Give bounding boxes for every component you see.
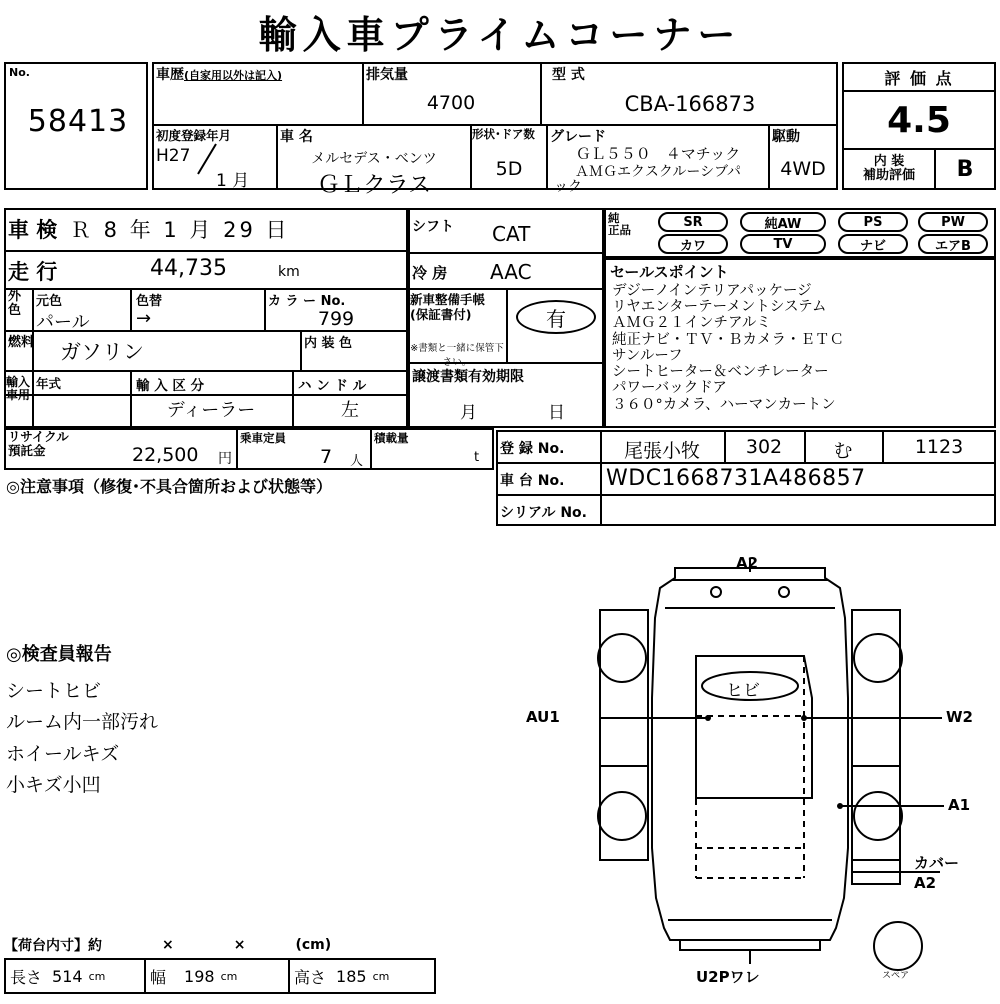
model-label: 型 式	[552, 67, 585, 83]
first-registration-label: 初度登録年月	[156, 128, 232, 143]
interior-eval-grade: B	[956, 156, 974, 182]
rg-h2	[496, 494, 996, 496]
sales-point-item: デジーノインテリアパッケージ	[612, 283, 812, 299]
l-v0	[32, 288, 34, 428]
diagram-label-top: A2	[736, 554, 759, 572]
registration-kana: む	[833, 440, 853, 462]
first-reg-slash	[196, 142, 218, 176]
original-color-label: 元色	[36, 294, 63, 309]
equip-pill-kawa: カワ	[658, 234, 728, 254]
evaluation-header: 評 価 点	[844, 64, 994, 92]
registration-number: 1123	[914, 436, 964, 458]
bed-size-header: 【荷台内寸】約 × × (cm)	[4, 937, 332, 954]
sales-point-item: パワーバックドア	[612, 380, 727, 397]
diagram-svg	[500, 548, 1000, 1000]
inspection-value: Ｒ 8 年 1 月 29 日	[70, 218, 290, 242]
genuine-parts-label: 純 正品	[608, 211, 631, 238]
color-no-value: 799	[317, 308, 355, 330]
sales-point-item: 純正ナビ・ＴＶ・Ｂカメラ・ＥＴＣ	[612, 331, 844, 348]
inspection-label: 車 検	[8, 218, 58, 242]
evaluation-box	[842, 62, 996, 190]
diagram-label-center: ヒビ	[726, 681, 760, 701]
r-v2	[370, 428, 372, 470]
bed-size-row	[4, 958, 436, 994]
equipment-box	[604, 208, 996, 258]
warranty-value-circle: 有	[516, 300, 596, 334]
color-no-label: カ ラ ー No.	[268, 294, 346, 309]
sales-point-item: リヤエンターテーメントシステム	[612, 299, 827, 316]
registration-class: 302	[745, 436, 783, 458]
equip-pill-tv: TV	[740, 234, 826, 254]
recolor-value: →	[136, 308, 152, 329]
shift-label: シフト	[412, 219, 454, 235]
r-v1	[236, 428, 238, 470]
diagram-label-cover: カバー	[914, 854, 960, 872]
mileage-value: 44,735	[150, 256, 227, 281]
c-h1	[408, 252, 604, 254]
inspector-report-item: 小キズ小凹	[6, 774, 101, 797]
bed-height-cell: 高さ 185 cm	[294, 966, 390, 987]
car-name-label: 車 名	[280, 129, 313, 145]
model-year-label: 年式	[36, 376, 62, 391]
equip-pill-airbag: エアB	[918, 234, 988, 254]
first-registration-year: H27	[156, 146, 191, 166]
grade-label: グレード	[550, 129, 606, 145]
inspector-report-item: シートヒビ	[6, 680, 102, 702]
sales-point-box	[604, 258, 996, 428]
drive-value: 4WD	[780, 158, 826, 180]
import-section-value: ディーラー	[166, 400, 256, 421]
sales-point-item: ＡＭＧ２１インチアルミ	[612, 315, 771, 332]
interior-color-label: 内 装 色	[304, 336, 353, 351]
rg-h1	[496, 462, 996, 464]
evaluation-score: 4.5	[844, 92, 994, 150]
inspector-report-item: ルーム内一部汚れ	[6, 711, 159, 734]
diagram-label-right-mid: A1	[948, 796, 971, 814]
l-h2	[4, 288, 408, 290]
drive-label: 駆動	[772, 129, 800, 145]
grid-v5	[546, 124, 548, 190]
model-value: CBA-166873	[624, 92, 756, 116]
capacity-unit: 人	[350, 454, 364, 469]
sales-point-header: セールスポイント	[610, 263, 729, 281]
bed-size-block	[4, 932, 436, 998]
diagram-label-right-top: W2	[946, 708, 973, 726]
inspector-report-item: ホイールキズ	[6, 742, 120, 765]
shape-label: 形状･ドア数	[472, 127, 535, 141]
mileage-label: 走 行	[8, 260, 58, 284]
maker-name: メルセデス・ベンツ	[311, 151, 437, 167]
ac-value: AAC	[490, 260, 532, 284]
recycle-unit: 円	[218, 451, 232, 467]
lot-number-label: No.	[9, 66, 30, 79]
diagram-label-spare: スペア	[882, 971, 910, 981]
first-registration-month: 1 月	[216, 171, 250, 191]
recycle-label: リサイクル 預託金	[8, 429, 69, 459]
l-v1	[130, 288, 132, 330]
diagram-label-left: AU1	[526, 708, 560, 726]
import-label: 輸入 車用	[6, 375, 31, 402]
transfer-month: 月	[460, 403, 477, 423]
sales-point-list	[606, 283, 994, 413]
ac-label: 冷 房	[412, 264, 448, 282]
outer-color-label: 外 色	[8, 289, 22, 319]
equip-pill-ps: PS	[838, 212, 908, 232]
equip-pill-pw: PW	[918, 212, 988, 232]
caution-note: ◎注意事項（修復･不具合箇所および状態等）	[6, 477, 332, 496]
recycle-value: 22,500	[132, 444, 199, 466]
bed-length-cell: 長さ 514 cm	[6, 960, 146, 992]
transfer-label: 譲渡書類有効期限	[412, 369, 524, 385]
grade-value-2: ＡＭＧエクスクルーシブパ	[574, 164, 742, 180]
sales-point-item: サンルーフ	[612, 347, 683, 364]
equip-pill-navi: ナビ	[838, 234, 908, 254]
load-unit: t	[474, 450, 480, 465]
grid-v2	[540, 62, 542, 124]
diagram-label-cover-code: A2	[914, 874, 937, 892]
registration-area: 尾張小牧	[623, 440, 700, 462]
vehicle-damage-diagram	[500, 548, 1000, 1000]
shift-value: CAT	[492, 222, 531, 246]
inspector-report	[6, 640, 426, 801]
equip-pill-aw: 純AW	[740, 212, 826, 232]
l-v3	[300, 330, 302, 370]
mileage-unit: km	[278, 264, 300, 280]
grid-v3	[276, 124, 278, 190]
grade-value-3: ック	[554, 179, 582, 195]
recolor-label: 色替	[136, 294, 163, 309]
warranty-label: 新車整備手帳 (保証書付)	[410, 292, 486, 322]
handle-value: 左	[341, 400, 359, 421]
l-h1	[4, 250, 408, 252]
import-section-label: 輸 入 区 分	[136, 378, 205, 394]
serial-no-label: シリアル No.	[500, 505, 587, 521]
inspector-report-header: ◎検査員報告	[6, 644, 112, 665]
chassis-no-label: 車 台 No.	[500, 473, 565, 489]
diagram-label-bottom: U2Pワレ	[696, 968, 760, 986]
history-label: 車歴(自家用以外は記入)	[156, 67, 283, 83]
fuel-label: 燃料	[8, 335, 35, 350]
handle-label: ハ ン ド ル	[298, 378, 367, 394]
lot-number-value: 58413	[27, 104, 129, 139]
grade-value-1: ＧＬ５５０ ４マチック	[575, 145, 741, 163]
capacity-value: 7	[320, 446, 333, 468]
warranty-note: ※書類と一緒に保管下さい。	[410, 343, 504, 368]
sales-point-item: ３６０°カメラ、ハーマンカートン	[612, 396, 836, 413]
capacity-label: 乗車定員	[240, 431, 286, 445]
l-h4	[4, 370, 408, 372]
car-name: ＧＬクラス	[316, 172, 432, 198]
fuel-value: ガソリン	[60, 340, 144, 364]
equip-pill-sr: SR	[658, 212, 728, 232]
displacement-label: 排気量	[366, 67, 408, 83]
c-v1	[506, 288, 508, 362]
grid-v6	[768, 124, 770, 190]
registration-no-label: 登 録 No.	[500, 441, 565, 457]
load-label: 積載量	[374, 431, 409, 445]
displacement-value: 4700	[426, 92, 476, 114]
transfer-day: 日	[548, 403, 565, 423]
shape-value: 5D	[495, 158, 523, 180]
lot-number-box	[4, 62, 148, 190]
bed-width-cell: 幅 198 cm	[146, 960, 290, 992]
grid-v1	[362, 62, 364, 124]
chassis-no-value: WDC1668731A486857	[606, 466, 866, 491]
original-color-value: パール	[36, 312, 90, 333]
interior-eval-label: 内 装 補助評価	[844, 150, 936, 188]
page-title: 輸入車プライムコーナー	[258, 13, 742, 57]
sales-point-item: シートヒーター＆ベンチレーター	[612, 364, 829, 381]
